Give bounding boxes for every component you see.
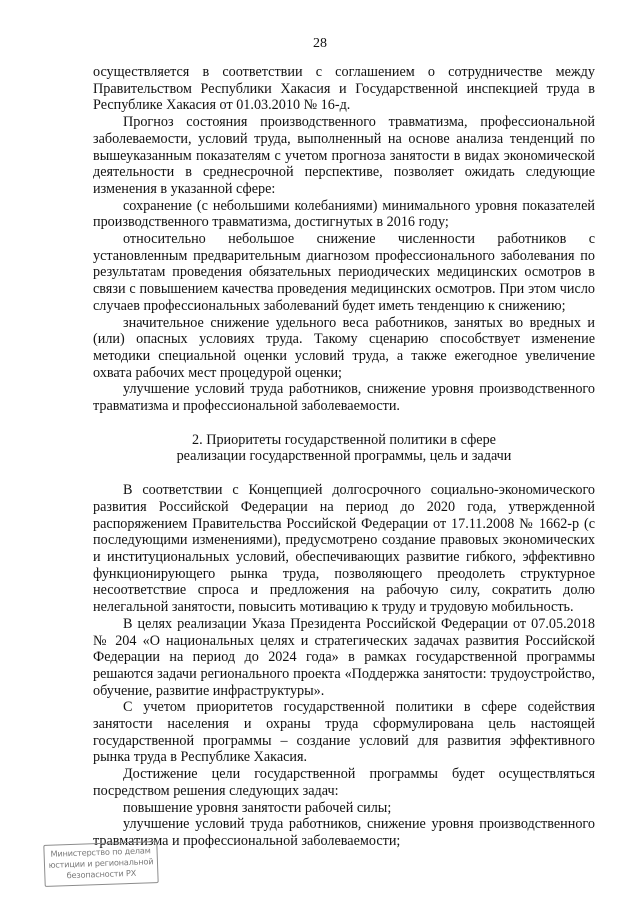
section-heading-line: 2. Приоритеты государственной политики в сфере — [192, 431, 496, 448]
stamp-line: юстиции и региональной — [48, 856, 154, 870]
paragraph: В целях реализации Указа Президента Российской Федерации от 07.05.2018 № 204 «О национальных целях и стратегических задачах развития Российской Федерации на период до 2024 года» в рамках государственной программы решаются задачи регионального проекта «Поддержка занятости: трудоустройство, обучение, развитие инфраструктуры». — [93, 615, 595, 699]
page-number: 28 — [313, 36, 327, 51]
list-item: улучшение условий труда работников, снижение уровня производственного травматизма и профессиональной заболеваемости. — [93, 381, 595, 415]
registration-stamp — [43, 841, 158, 887]
list-item: сохранение (с небольшими колебаниями) минимального уровня показателей производственного травматизма, достигнутых в 2016 году; — [93, 197, 595, 231]
paragraph: Прогноз состояния производственного травматизма, профессиональной заболеваемости, условий труда, выполненный на основе анализа тенденций по вышеуказанным показателям с учетом прогноза занятости в видах экономической деятельности в среднесрочной перспективе, позволяет ожидать следующие изменения в указанной сфере: — [93, 114, 595, 197]
paragraph: осуществляется в соответствии с соглашением о сотрудничестве между Правительством Республики Хакасия и Государственной инспекцией труда в Республике Хакасия от 01.03.2010 № 16-д. — [93, 64, 595, 114]
section-heading-line: реализации государственной программы, цель и задачи — [176, 448, 512, 465]
paragraph: Достижение цели государственной программы будет осуществляться посредством решения следующих задач: — [93, 766, 595, 799]
list-item: повышение уровня занятости рабочей силы; — [123, 799, 392, 816]
section-heading — [93, 432, 595, 465]
list-item: улучшение условий труда работников, снижение уровня производственного травматизма и профессиональной заболеваемости; — [93, 816, 595, 849]
list-item: относительно небольшое снижение численности работников с установленным предварительным диагнозом профессионального заболевания по результатам проведения обязательных периодических медицинских осмотров в связи с повышением качества проведения медицинских осмотров. При этом число случаев профессиональных заболеваний будет иметь тенденцию к снижению; — [93, 231, 595, 314]
paragraph: В соответствии с Концепцией долгосрочного социально-экономического развития Российской Федерации на период до 2020 года, утвержденной распоряжением Правительства Российской Федерации от 17.11.2008 № 1662-р (с последующими изменениями), предусмотрено создание правовых экономических и институциональных условий, обеспечивающих развитие гибкого, эффективно функционирующего рынка труда, позволяющего преодолеть структурное несоответствие спроса и предложения на рабочую силу, сократить долю нелегальной занятости, повысить мотивацию к труду и трудовую мобильность. — [93, 482, 595, 616]
document-body — [93, 64, 595, 850]
paragraph: С учетом приоритетов государственной политики в сфере содействия занятости населения и охраны труда сформулирована цель настоящей государственной программы – создание условий для развития эффективного рынка труда в Республике Хакасия. — [93, 699, 595, 766]
stamp-line: безопасности РХ — [66, 867, 137, 881]
stamp-line: Министерство по делам — [50, 845, 151, 859]
list-item: значительное снижение удельного веса работников, занятых во вредных и (или) опасных условиях труда. Такому сценарию способствует изменение методики специальной оценки условий труда, а также ежегодное увеличение охвата рабочих мест процедурой оценки; — [93, 314, 595, 381]
